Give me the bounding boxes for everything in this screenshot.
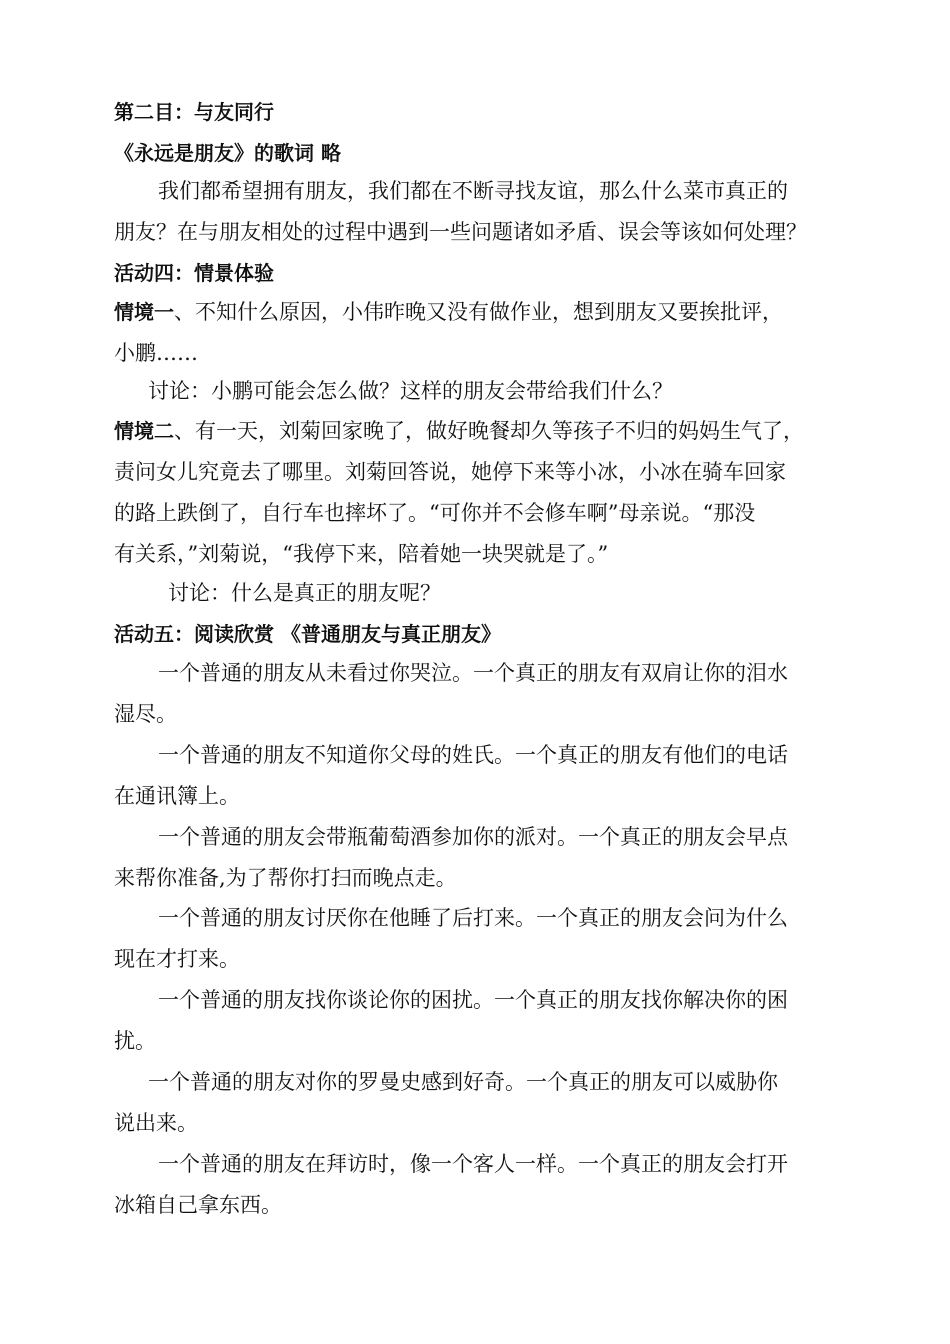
scene-two-line-4: 有关系，”刘菊说，“我停下来，陪着她一块哭就是了。” <box>114 542 609 566</box>
scene-one-line-2: 小鹏…… <box>114 341 198 365</box>
intro-line-2: 朋友？在与朋友相处的过程中遇到一些问题诸如矛盾、误会等该如何处理？ <box>114 220 807 244</box>
scene-one-discussion: 讨论：小鹏可能会怎么做？这样的朋友会带给我们什么？ <box>148 379 673 403</box>
paragraph-5-line-1: 一个普通的朋友找你谈论你的困扰。一个真正的朋友找你解决你的困 <box>158 988 788 1012</box>
scene-two-text: 、有一天，刘菊回家晚了，做好晚餐却久等孩子不归的妈妈生气了， <box>174 419 804 443</box>
scene-one-text: 、不知什么原因，小伟昨晚又没有做作业，想到朋友又要挨批评， <box>174 300 783 324</box>
paragraph-4-line-2: 现在才打来。 <box>114 947 240 971</box>
paragraph-3-line-2: 来帮你准备,为了帮你打扫而晚点走。 <box>114 866 457 890</box>
scene-one-label: 情境一 <box>114 300 174 324</box>
scene-two-line-2: 责问女儿究竟去了哪里。刘菊回答说，她停下来等小冰，小冰在骑车回家 <box>114 460 786 484</box>
section-heading: 第二目：与友同行 <box>114 100 274 124</box>
paragraph-7-line-2: 冰箱自己拿东西。 <box>114 1193 282 1217</box>
scene-two-line-3: 的路上跌倒了，自行车也摔坏了。“可你并不会修车啊”母亲说。“那没 <box>114 501 756 525</box>
paragraph-7-line-1: 一个普通的朋友在拜访时，像一个客人一样。一个真正的朋友会打开 <box>158 1152 788 1176</box>
paragraph-1-line-2: 湿尽。 <box>114 702 177 726</box>
scene-two-label: 情境二 <box>114 419 174 443</box>
activity-four-heading: 活动四：情景体验 <box>114 261 274 285</box>
song-lyrics-note: 《永远是朋友》的歌词 略 <box>114 141 341 165</box>
paragraph-2-line-1: 一个普通的朋友不知道你父母的姓氏。一个真正的朋友有他们的电话 <box>158 743 788 767</box>
paragraph-5-line-2: 扰。 <box>114 1029 156 1053</box>
paragraph-1-line-1: 一个普通的朋友从未看过你哭泣。一个真正的朋友有双肩让你的泪水 <box>158 661 788 685</box>
intro-line-1: 我们都希望拥有朋友，我们都在不断寻找友谊，那么什么菜市真正的 <box>158 179 788 203</box>
scene-one-line-1 <box>114 297 844 327</box>
scene-two-discussion: 讨论：什么是真正的朋友呢？ <box>168 581 441 605</box>
scene-two-line-1 <box>114 416 844 446</box>
paragraph-6-line-2: 说出来。 <box>114 1111 198 1135</box>
paragraph-4-line-1: 一个普通的朋友讨厌你在他睡了后打来。一个真正的朋友会问为什么 <box>158 906 788 930</box>
activity-five-heading: 活动五：阅读欣赏 《普通朋友与真正朋友》 <box>114 622 501 646</box>
paragraph-6-line-1: 一个普通的朋友对你的罗曼史感到好奇。一个真正的朋友可以威胁你 <box>148 1070 778 1094</box>
paragraph-3-line-1: 一个普通的朋友会带瓶葡萄酒参加你的派对。一个真正的朋友会早点 <box>158 825 788 849</box>
paragraph-2-line-2: 在通讯簿上。 <box>114 784 240 808</box>
